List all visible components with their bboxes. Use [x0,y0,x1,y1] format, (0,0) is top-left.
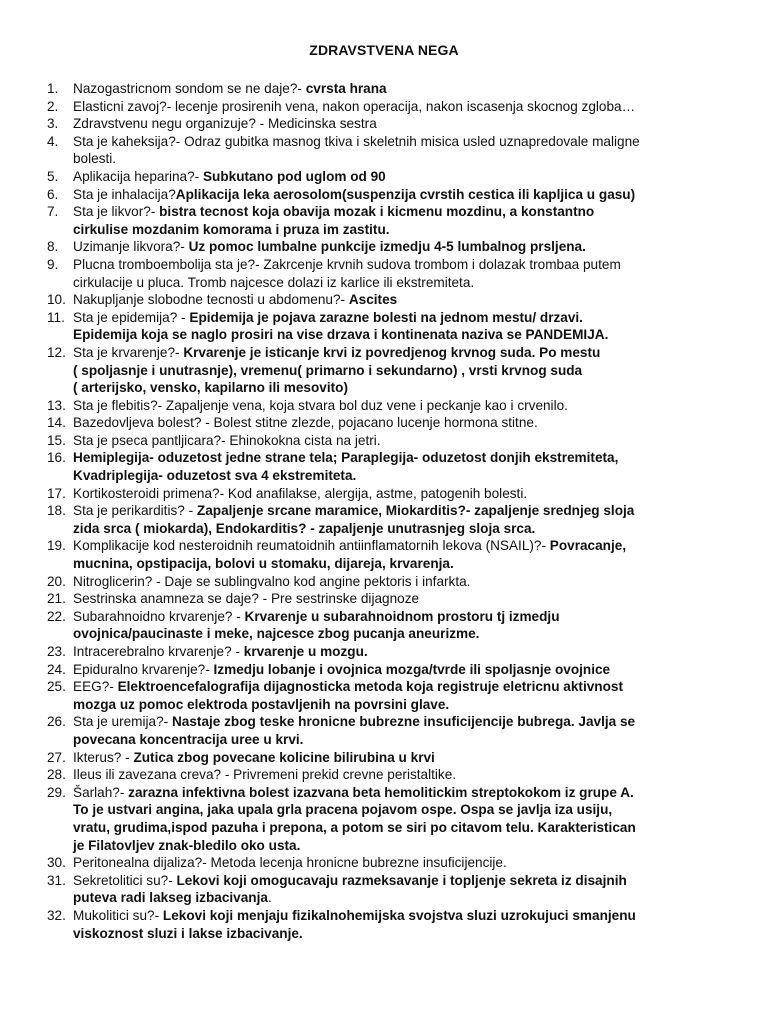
item-answer-bold: zarazna infektivna bolest izazvana beta hemolitickim streptokokom iz grupe A. To je ustvari angina, jaka upala grla pracena pojavom ospe. Ospa se javlja iza usiju, vratu, grudima,ispod pazuha i prepona, a potom se siri po citavom telu. Karakteristican je Filatovljev znak-bledilo oko usta. [73,784,636,853]
item-text-segment: Sestrinska anamneza se daje? - Pre sestrinske dijagnoze [73,591,420,607]
item-text-segment: Sekretolitici su?- [73,872,177,888]
list-item [47,133,727,168]
item-answer-bold: Nastaje zbog teske hronicne bubrezne insuficijencije bubrega. Javlja se povecana koncentracija uree u krvi. [73,714,636,747]
item-number: 15. [47,432,66,448]
item-text [73,749,727,767]
item-text-segment: Zdravstvenu negu organizuje? - Medicinska sestra [73,116,377,132]
item-text-segment: Intracerebralno krvarenje? - [73,644,244,659]
question-list [47,80,727,942]
item-answer-bold: Lekovi koji menjaju fizikalnohemijska svojstva sluzi uzrokujuci smanjenu viskoznost sluzi i lakse izbacivanje. [73,907,636,941]
item-answer-bold: Uz pomoc lumbalne punkcije izmedju 4-5 lumbalnog prsljena. [188,239,586,255]
item-number: 10. [47,292,66,308]
item-text-segment: Sta je uremija?- [73,714,172,730]
list-item [47,678,727,713]
item-text [73,854,727,872]
item-answer-bold: Zapaljenje srcane maramice, Miokarditis?- zapaljenje srednjeg sloja zida srca ( miokarda), Endokarditis? - zapaljenje unutrasnjeg sloja srca. [73,503,635,536]
item-text-segment: Aplikacija heparina?- [73,168,203,184]
item-text-segment: Elasticni zavoj?- lecenje prosirenih vena, nakon operacija, nakon iscasenja skocnog zgloba… [73,98,636,114]
item-text [73,661,727,679]
item-text [73,168,727,186]
item-number: 12. [47,344,66,360]
item-number: 14. [47,415,66,431]
item-text [73,449,727,484]
item-text [73,98,727,116]
item-answer-bold: Elektroencefalografija dijagnosticka metoda koja registruje eletricnu aktivnost mozga uz pomoc elektroda postavljenih na povrsini glave. [73,679,623,712]
item-text [73,80,727,98]
item-text-segment: Peritonealna dijaliza?- Metoda lecenja hronicne bubrezne insuficijencije. [73,855,507,871]
item-number: 24. [47,661,66,677]
item-text [73,502,727,537]
item-text [73,678,727,713]
item-number: 21. [47,591,66,607]
item-number: 5. [47,168,59,184]
item-number: 16. [47,450,66,466]
item-number: 26. [47,714,66,730]
list-item [47,854,727,872]
list-item [47,573,727,591]
item-text-segment: Komplikacije kod nesteroidnih reumatoidnih antiinflamatornih lekova (NSAIL)?- [73,538,550,554]
list-item [47,309,727,344]
list-item [47,537,727,572]
item-text [73,256,727,291]
list-item [47,872,727,907]
item-number: 7. [47,204,59,220]
item-text-segment: Sta je flebitis?- Zapaljenje vena, koja stvara bol duz vene i peckanje kao i crvenilo. [73,397,568,413]
item-answer-bold: Zutica zbog povecane kolicine bilirubina u krvi [133,749,435,765]
list-item [47,907,727,942]
item-answer-bold: krvarenje u mozgu. [243,644,368,659]
item-text-segment: Sta je perikarditis? - [73,503,197,519]
item-number: 31. [47,872,66,888]
item-answer-bold: cvrsta hrana [305,81,387,96]
item-text-segment: Bazedovljeva bolest? - Bolest stitne zlezde, pojacano lucenje hormona stitne. [73,415,538,431]
item-text-segment: Subarahnoidno krvarenje? - [73,608,245,624]
item-number: 4. [47,133,59,149]
list-item [47,608,727,643]
item-text [73,907,727,942]
item-answer-bold: Povracanje, mucnina, opstipacija, bolovi u stomaku, dijareja, krvarenja. [73,538,627,572]
item-answer-bold: Krvarenje u subarahnoidnom prostoru tj izmedju ovojnica/paucinaste i meke, najcesce zbog pucanja aneurizme. [73,608,560,642]
item-text-segment: Sta je likvor?- [73,204,160,220]
list-item [47,291,727,309]
item-number: 17. [47,485,66,501]
item-text [73,203,727,238]
item-answer-bold: Hemiplegija- oduzetost jedne strane tela; Paraplegija- oduzetost donjih ekstremiteta, Kvadriplegija- oduzetost sva 4 ekstremiteta. [73,450,619,484]
list-item [47,115,727,133]
item-text-segment: Epiduralno krvarenje?- [73,661,214,677]
item-text-segment: Sta je kaheksija?- Odraz gubitka masnog tkiva i skeletnih misica usled uznapredovale maligne bolesti. [73,133,640,167]
item-text-segment: Nitroglicerin? - Daje se sublingvalno kod angine pektoris i infarkta. [73,573,471,589]
item-text-segment: Ikterus? - [73,749,134,765]
item-number: 25. [47,679,66,695]
item-text [73,872,727,907]
item-number: 9. [47,256,59,272]
item-number: 22. [47,608,66,624]
item-text [73,643,727,661]
item-number: 6. [47,186,59,202]
item-text [73,766,727,784]
item-number: 29. [47,784,66,800]
list-item [47,749,727,767]
item-text [73,485,727,503]
item-text-segment: Sta je inhalacija? [73,186,176,202]
item-text [73,713,727,748]
item-answer-bold: Ascites [348,292,398,308]
item-number: 1. [47,81,59,96]
item-text-segment: Plucna tromboembolija sta je?- Zakrcenje krvnih sudova trombom i dolazak trombaa putem cirkulacije u pluca. Tromb najcesce dolazi iz karlice ili ekstremiteta. [73,256,621,290]
item-answer-bold: bistra tecnost koja obavija mozak i kicmenu mozdinu, a konstantno cirkulise mozdanim komorama i pruza im zastitu. [73,204,595,237]
item-number: 27. [47,749,66,765]
item-text-segment: Sta je krvarenje?- [73,344,184,360]
item-text-segment: . [267,890,272,906]
item-number: 3. [47,116,59,132]
item-number: 20. [47,573,66,589]
item-number: 2. [47,98,59,114]
list-item [47,203,727,238]
item-text [73,590,727,608]
item-text [73,414,727,432]
item-text [73,344,727,397]
item-number: 13. [47,397,66,413]
list-item [47,414,727,432]
item-text [73,186,727,204]
item-answer-bold: Epidemija je pojava zarazne bolesti na jednom mestu/ drzavi. Epidemija koja se naglo prosiri na vise drzava i kontinenata naziva se PANDEMIJA. [73,309,609,343]
item-text [73,432,727,450]
list-item [47,713,727,748]
item-answer-bold: Subkutano pod uglom od 90 [202,168,386,184]
item-text-segment: Mukolitici su?- [73,907,163,923]
list-item [47,397,727,415]
list-item [47,590,727,608]
list-item [47,661,727,679]
item-text-segment: Nakupljanje slobodne tecnosti u abdomenu?- [73,292,349,308]
item-text [73,784,727,854]
item-text [73,115,727,133]
item-number: 30. [47,855,66,871]
item-text-segment: EEG?- [73,679,118,695]
list-item [47,485,727,503]
item-text [73,238,727,256]
list-item [47,168,727,186]
item-text [73,573,727,591]
list-item [47,502,727,537]
list-item [47,784,727,854]
item-text-segment: Šarlah?- [73,784,129,800]
list-item [47,186,727,204]
list-item [47,98,727,116]
item-answer-bold: Izmedju lobanje i ovojnica mozga/tvrde ili spoljasnje ovojnice [213,661,611,677]
item-number: 23. [47,644,66,659]
item-number: 11. [47,309,65,325]
item-number: 8. [47,239,59,255]
list-item [47,256,727,291]
item-answer-bold: Lekovi koji omogucavaju razmeksavanje i topljenje sekreta iz disajnih puteva radi lakseg izbacivanja [73,872,627,906]
list-item [47,449,727,484]
item-text-segment: Kortikosteroidi primena?- Kod anafilakse, alergija, astme, patogenih bolesti. [73,485,528,501]
item-text [73,397,727,415]
page-title: ZDRAVSTVENA NEGA [309,42,459,58]
item-text-segment: Ileus ili zavezana creva? - Privremeni prekid crevne peristaltike. [73,767,457,783]
item-text-segment: Sta je pseca pantljicara?- Ehinokokna cista na jetri. [73,432,381,448]
list-item [47,238,727,256]
item-answer-bold: Krvarenje je isticanje krvi iz povredjenog krvnog suda. Po mestu ( spoljasnje i unutrasnje), vremenu( primarno i sekundarno) , vrsti krvnog suda ( arterijsko, vensko, kapilarno ili mesovito) [73,344,601,396]
item-answer-bold: Aplikacija leka aerosolom(suspenzija cvrstih cestica ili kapljica u gasu) [175,186,636,202]
item-number: 18. [47,503,66,519]
item-number: 28. [47,767,66,783]
item-number: 19. [47,538,66,554]
item-text [73,291,727,309]
item-text-segment: Nazogastricnom sondom se ne daje?- [73,81,306,96]
list-item [47,766,727,784]
list-item [47,643,727,661]
item-text-segment: Sta je epidemija? - [73,309,190,325]
item-text [73,133,727,168]
list-item [47,344,727,397]
list-item [47,80,727,98]
list-item [47,432,727,450]
item-text-segment: Uzimanje likvora?- [73,239,189,255]
item-text [73,537,727,572]
item-text [73,309,727,344]
item-text [73,608,727,643]
item-number: 32. [47,907,66,923]
